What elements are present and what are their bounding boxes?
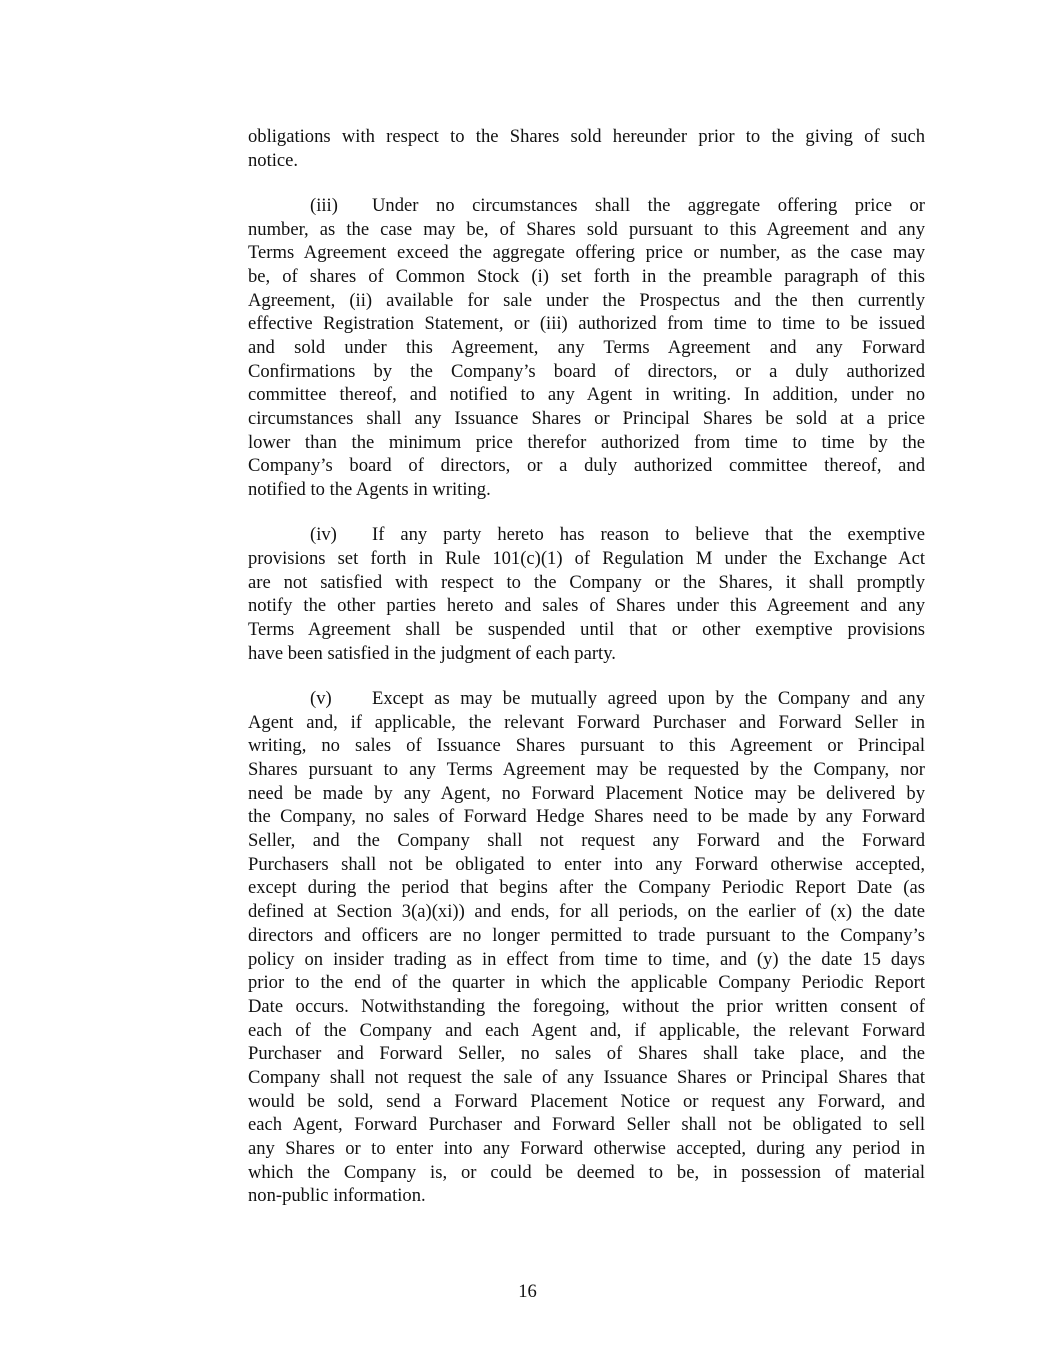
text-line: notified to the Agents in writing. [248,479,491,501]
paragraph [248,125,925,172]
text-line: the Company, no sales of Forward Hedge Shares need to be made by any Forward [248,806,925,828]
text-line: be, of shares of Common Stock (i) set forth in the preamble paragraph of this [248,265,925,287]
text-line: Purchasers shall not be obligated to enter into any Forward otherwise accepted, [248,853,925,875]
text-line: obligations with respect to the Shares sold hereunder prior to the giving of such [248,126,925,147]
text-line: effective Registration Statement, or (iii) authorized from time to time to be issued [248,313,925,335]
text-line: are not satisfied with respect to the Company or the Shares, it shall promptly [248,571,925,593]
paragraph [248,194,925,502]
text-line: Company’s board of directors, or a duly authorized committee thereof, and [248,455,925,477]
clause-first-line: If any party hereto has reason to believe that the exemptive [372,524,925,546]
paragraph [248,523,925,665]
text-line: Purchaser and Forward Seller, no sales of Shares shall take place, and the [248,1043,925,1065]
page-number: 16 [518,1281,537,1302]
text-line: would be sold, send a Forward Placement Notice or request any Forward, and [248,1090,925,1112]
text-line: number, as the case may be, of Shares sold pursuant to this Agreement and any [248,218,925,240]
text-line [248,523,925,547]
text-line: any Shares or to enter into any Forward otherwise accepted, during any period in [248,1138,925,1159]
text-line: each of the Company and each Agent and, if applicable, the relevant Forward [248,1019,925,1041]
text-line: Agreement, (ii) available for sale under the Prospectus and the then currently [248,289,925,311]
text-line [248,194,925,218]
text-line: Terms Agreement shall be suspended until that or other exemptive provisions [248,619,925,641]
text-line: which the Company is, or could be deemed to be, in possession of material [248,1161,925,1183]
text-line: Shares pursuant to any Terms Agreement may be requested by the Company, nor [248,759,925,780]
text-line [248,687,925,711]
text-line: lower than the minimum price therefor authorized from time to time by the [248,431,925,453]
document-body [248,125,925,1230]
text-line: need be made by any Agent, no Forward Placement Notice may be delivered by [248,782,925,804]
text-line: Date occurs. Notwithstanding the foregoing, without the prior written consent of [248,995,925,1017]
text-line: notice. [248,149,299,171]
clause-label: (v) [310,687,332,709]
text-line: circumstances shall any Issuance Shares or Principal Shares be sold at a price [248,408,925,430]
text-line: except during the period that begins after the Company Periodic Report Date (as [248,877,925,899]
clause-label: (iv) [310,524,337,546]
text-line: Confirmations by the Company’s board of directors, or a duly authorized [248,360,925,382]
text-line: Seller, and the Company shall not request any Forward and the Forward [248,830,925,852]
text-line: and sold under this Agreement, any Terms Agreement and any Forward [248,337,925,358]
text-line: committee thereof, and notified to any Agent in writing. In addition, under no [248,384,925,406]
text-line: have been satisfied in the judgment of each party. [248,642,616,664]
clause-first-line: Except as may be mutually agreed upon by the Company and any [372,687,925,709]
text-line: directors and officers are no longer permitted to trade pursuant to the Company’s [248,924,925,946]
clause-first-line: Under no circumstances shall the aggregate offering price or [372,194,925,216]
paragraph [248,687,925,1208]
text-line: provisions set forth in Rule 101(c)(1) of Regulation M under the Exchange Act [248,548,925,569]
text-line: defined at Section 3(a)(xi)) and ends, for all periods, on the earlier of (x) the date [248,901,925,923]
text-line: policy on insider trading as in effect from time to time, and (y) the date 15 days [248,948,925,970]
text-line: Company shall not request the sale of any Issuance Shares or Principal Shares that [248,1066,925,1088]
text-line: Agent and, if applicable, the relevant Forward Purchaser and Forward Seller in [248,711,925,733]
text-line: writing, no sales of Issuance Shares pursuant to this Agreement or Principal [248,735,925,757]
text-line: notify the other parties hereto and sales of Shares under this Agreement and any [248,595,925,617]
text-line: each Agent, Forward Purchaser and Forward Seller shall not be obligated to sell [248,1114,925,1136]
clause-label: (iii) [310,194,338,216]
text-line: non-public information. [248,1185,426,1207]
text-line: Terms Agreement exceed the aggregate offering price or number, as the case may [248,242,925,264]
text-line: prior to the end of the quarter in which the applicable Company Periodic Report [248,972,925,994]
